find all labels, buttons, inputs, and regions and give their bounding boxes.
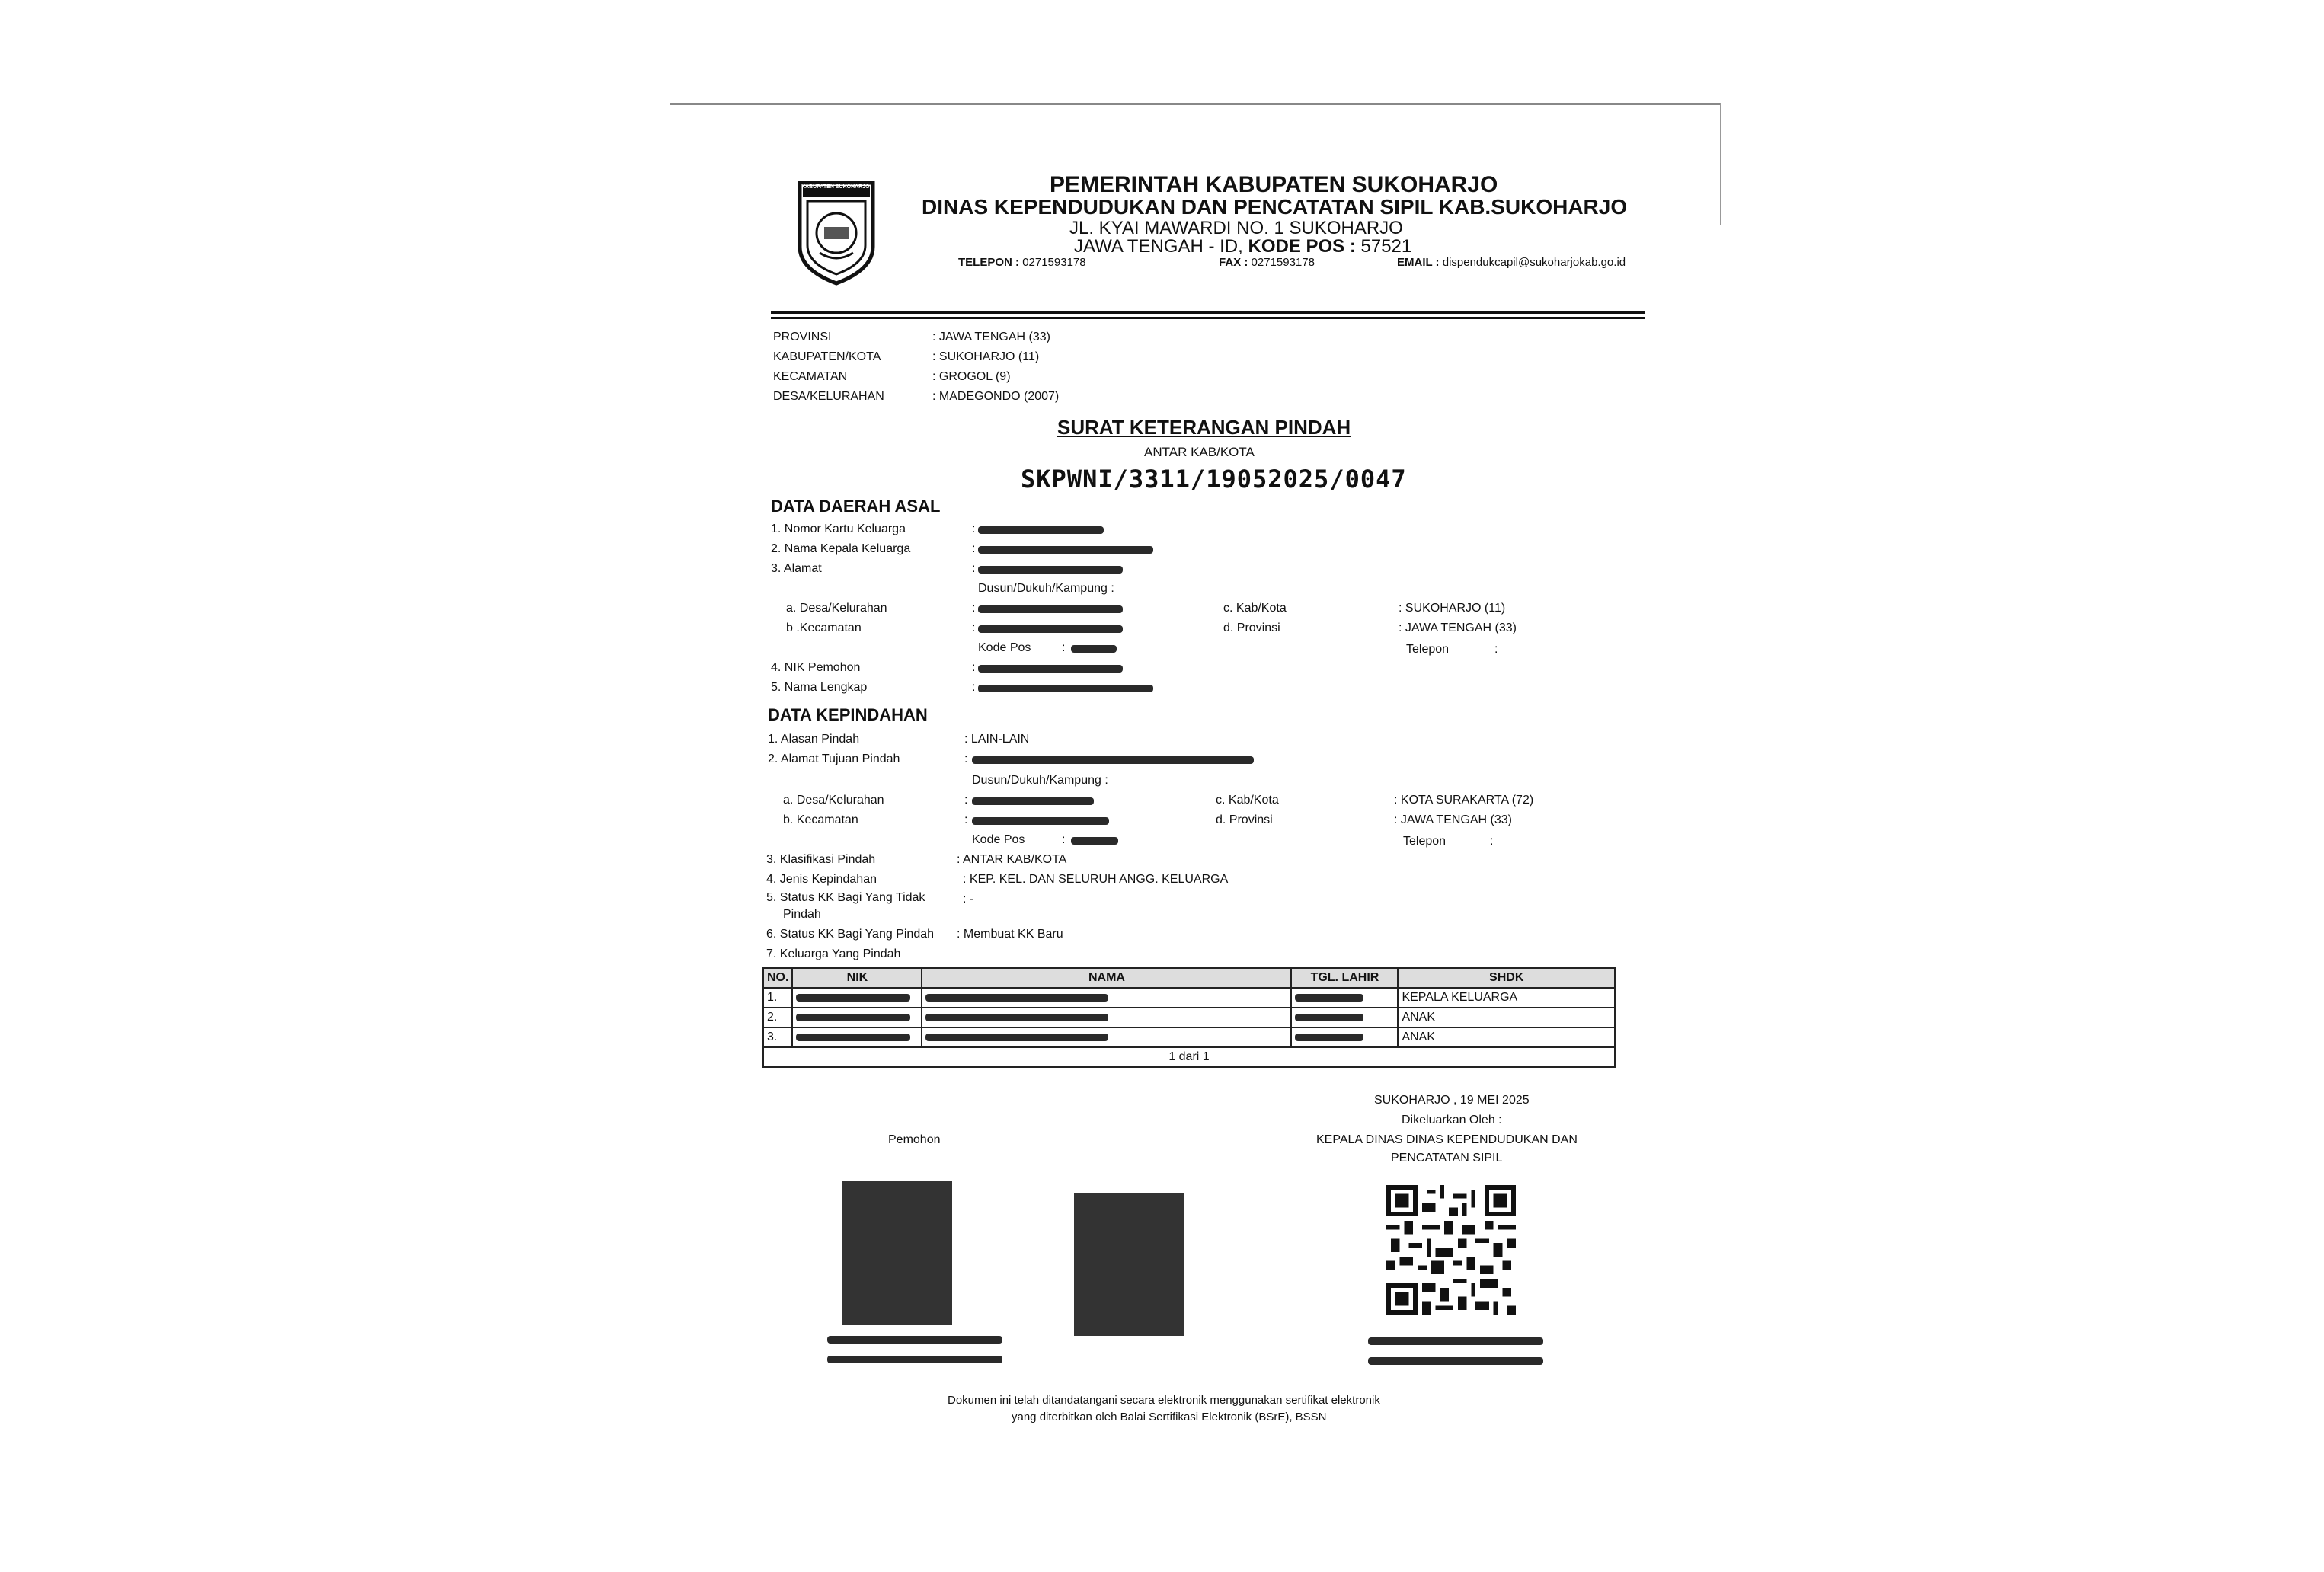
region-label-province: PROVINSI (773, 331, 832, 343)
redacted-district (978, 625, 1123, 633)
colon: : (972, 542, 976, 555)
header-government: PEMERINTAH KABUPATEN SUKOHARJO (1050, 172, 1498, 197)
move-type-value: : KEP. KEL. DAN SELURUH ANGG. KELUARGA (963, 873, 1229, 886)
move-district-label: b. Kecamatan (783, 813, 858, 826)
origin-family-card-label: 1. Nomor Kartu Keluarga (771, 522, 906, 535)
region-label-district: KECAMATAN (773, 370, 848, 383)
row-no: 3. (763, 1027, 792, 1047)
row-nik-redacted (792, 1008, 922, 1027)
origin-postal-label: Kode Pos (978, 641, 1031, 654)
kk-status-staying-value: : - (963, 893, 974, 906)
region-value-district: : GROGOL (9) (932, 370, 1011, 383)
redacted-dest-district (972, 817, 1109, 825)
move-telephone-label: Telepon (1403, 835, 1447, 848)
header-divider (771, 311, 1645, 314)
kk-status-staying-label: 5. Status KK Bagi Yang Tidak (766, 891, 925, 904)
header-agency: DINAS KEPENDUDUKAN DAN PENCATATAN SIPIL KAB.SUKOHARJO (922, 195, 1628, 219)
table-row (763, 988, 1615, 1008)
redacted-postal (1071, 645, 1117, 653)
table-footer-row (763, 1047, 1615, 1067)
header-telephone (958, 256, 1086, 269)
origin-village-label: a. Desa/Kelurahan (786, 602, 887, 615)
redacted-family-card (978, 526, 1104, 534)
move-province-value: : JAWA TENGAH (33) (1394, 813, 1512, 826)
row-shdk: ANAK (1398, 1027, 1615, 1047)
redacted-head-name (978, 546, 1153, 554)
row-nik-redacted (792, 988, 922, 1008)
redacted-fullname (978, 685, 1153, 692)
redacted-destination-address (972, 756, 1254, 764)
move-regency-value: : KOTA SURAKARTA (72) (1394, 794, 1534, 807)
redacted-village (978, 605, 1123, 613)
origin-telephone-label: Telepon (1406, 643, 1450, 656)
move-type-label: 4. Jenis Kepindahan (766, 873, 877, 886)
moving-family-label: 7. Keluarga Yang Pindah (766, 947, 901, 960)
origin-regency-value: : SUKOHARJO (11) (1399, 602, 1506, 615)
moving-family-table (762, 967, 1616, 1068)
redacted-dest-postal (1071, 837, 1118, 845)
fax-label: FAX : (1219, 256, 1248, 269)
origin-regency-label: c. Kab/Kota (1223, 602, 1287, 615)
origin-head-label: 2. Nama Kepala Keluarga (771, 542, 911, 555)
row-no: 2. (763, 1008, 792, 1027)
document-number: SKPWNI/3311/19052025/0047 (1021, 465, 1407, 494)
origin-province-label: d. Provinsi (1223, 621, 1280, 634)
table-row (763, 1008, 1615, 1027)
colon: : (972, 661, 976, 674)
row-shdk: ANAK (1398, 1008, 1615, 1027)
document-title: SURAT KETERANGAN PINDAH (1057, 416, 1351, 439)
region-value-regency: : SUKOHARJO (11) (932, 350, 1040, 363)
colon: : (972, 681, 976, 694)
qr-code-icon (1386, 1185, 1516, 1315)
col-birthdate: TGL. LAHIR (1291, 968, 1398, 988)
origin-district-label: b .Kecamatan (786, 621, 862, 634)
emblem-text: KABUPATEN SUKOHARJO (801, 184, 870, 190)
origin-nik-label: 4. NIK Pemohon (771, 661, 861, 674)
redacted-applicant-name (827, 1336, 1002, 1344)
header-postal-code: 57521 (1360, 236, 1412, 257)
fax-value: 0271593178 (1251, 256, 1315, 269)
kk-status-moving-value: : Membuat KK Baru (957, 928, 1063, 941)
place-date: SUKOHARJO , 19 MEI 2025 (1374, 1094, 1530, 1107)
page-right-edge (1720, 103, 1721, 225)
section-origin-heading: DATA DAERAH ASAL (771, 497, 941, 516)
move-reason-label: 1. Alasan Pindah (768, 733, 860, 746)
esign-notice-line1: Dokumen ini telah ditandatangani secara elektronik menggunakan sertifikat elektronik (948, 1394, 1380, 1407)
colon: : (1062, 641, 1066, 654)
official-title-line1: KEPALA DINAS DINAS KEPENDUDUKAN DAN (1316, 1133, 1578, 1146)
header-address: JL. KYAI MAWARDI NO. 1 SUKOHARJO (1069, 218, 1403, 238)
move-classification-label: 3. Klasifikasi Pindah (766, 853, 876, 866)
colon: : (972, 562, 976, 575)
row-name-redacted (922, 1027, 1291, 1047)
row-birthdate-redacted (1291, 1027, 1398, 1047)
col-shdk: SHDK (1398, 968, 1615, 988)
colon: : (972, 602, 976, 615)
applicant-label: Pemohon (888, 1133, 941, 1146)
kk-status-moving-label: 6. Status KK Bagi Yang Pindah (766, 928, 935, 941)
col-nik: NIK (792, 968, 922, 988)
header-postal-label: KODE POS : (1248, 236, 1356, 257)
move-village-label: a. Desa/Kelurahan (783, 794, 884, 807)
esign-notice-line2: yang diterbitkan oleh Balai Sertifikasi Elektronik (BSrE), BSSN (1012, 1411, 1327, 1423)
row-nik-redacted (792, 1027, 922, 1047)
region-label-village: DESA/KELURAHAN (773, 390, 884, 403)
col-no: NO. (763, 968, 792, 988)
telephone-value: 0271593178 (1022, 256, 1086, 269)
origin-province-value: : JAWA TENGAH (33) (1399, 621, 1517, 634)
page-count: 1 dari 1 (763, 1047, 1615, 1067)
row-name-redacted (922, 988, 1291, 1008)
colon: : (964, 752, 968, 765)
move-classification-value: : ANTAR KAB/KOTA (957, 853, 1067, 866)
row-no: 1. (763, 988, 792, 1008)
redacted-applicant-id (827, 1356, 1002, 1363)
applicant-photo-redacted (1074, 1193, 1184, 1336)
document-subtitle: ANTAR KAB/KOTA (1144, 445, 1255, 459)
issued-by-label: Dikeluarkan Oleh : (1402, 1114, 1502, 1126)
row-name-redacted (922, 1008, 1291, 1027)
row-birthdate-redacted (1291, 988, 1398, 1008)
region-label-regency: KABUPATEN/KOTA (773, 350, 881, 363)
email-label: EMAIL : (1397, 256, 1440, 269)
region-value-village: : MADEGONDO (2007) (932, 390, 1060, 403)
move-dusun-label: Dusun/Dukuh/Kampung : (972, 774, 1108, 787)
row-birthdate-redacted (1291, 1008, 1398, 1027)
redacted-official-nip (1368, 1357, 1543, 1365)
region-value-province: : JAWA TENGAH (33) (932, 331, 1050, 343)
move-province-label: d. Provinsi (1216, 813, 1273, 826)
col-name: NAMA (922, 968, 1291, 988)
move-reason-value: : LAIN-LAIN (964, 733, 1030, 746)
section-move-heading: DATA KEPINDAHAN (768, 705, 928, 724)
header-region: JAWA TENGAH - ID, (1074, 236, 1243, 257)
origin-fullname-label: 5. Nama Lengkap (771, 681, 868, 694)
header-email (1397, 256, 1626, 269)
table-row (763, 1027, 1615, 1047)
colon: : (972, 621, 976, 634)
redacted-nik (978, 665, 1123, 673)
header-postal (1074, 236, 1411, 257)
header-fax (1219, 256, 1315, 269)
colon: : (1494, 643, 1498, 656)
page-top-edge (670, 103, 1721, 105)
move-regency-label: c. Kab/Kota (1216, 794, 1279, 807)
redacted-dest-village (972, 797, 1094, 805)
header-divider-thin (771, 317, 1645, 319)
row-shdk: KEPALA KELUARGA (1398, 988, 1615, 1008)
origin-dusun-label: Dusun/Dukuh/Kampung : (978, 582, 1114, 595)
colon: : (1490, 835, 1494, 848)
colon: : (1062, 833, 1066, 846)
applicant-signature-redacted (842, 1181, 952, 1325)
colon: : (964, 794, 968, 807)
redacted-official-name (1368, 1337, 1543, 1345)
origin-address-label: 3. Alamat (771, 562, 822, 575)
kk-status-staying-label-2: Pindah (783, 908, 821, 921)
official-title-line2: PENCATATAN SIPIL (1391, 1152, 1503, 1165)
move-postal-label: Kode Pos (972, 833, 1025, 846)
colon: : (972, 522, 976, 535)
colon: : (964, 813, 968, 826)
email-value: dispendukcapil@sukoharjokab.go.id (1442, 256, 1626, 269)
redacted-address (978, 566, 1123, 574)
regency-emblem-icon (797, 180, 876, 286)
telephone-label: TELEPON : (958, 256, 1020, 269)
table-header-row (763, 968, 1615, 988)
move-address-label: 2. Alamat Tujuan Pindah (768, 752, 900, 765)
